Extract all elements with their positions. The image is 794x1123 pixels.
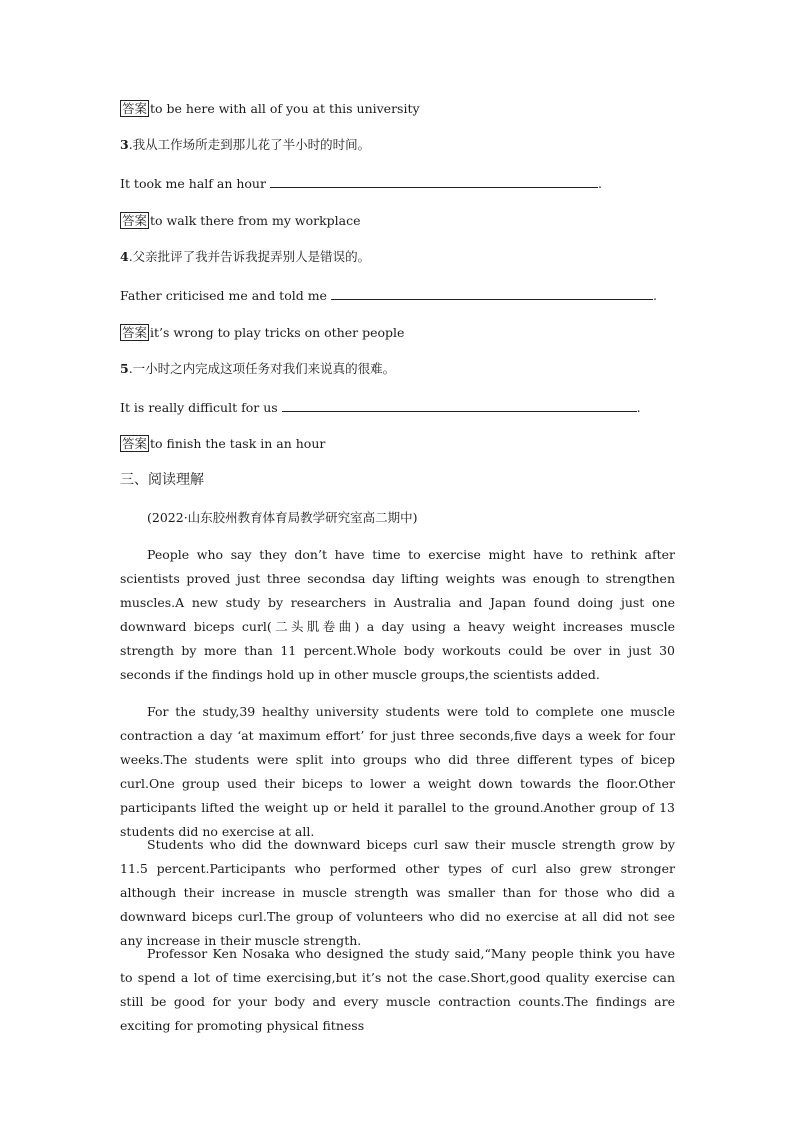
sentence-stem: It took me half an hour — [120, 176, 266, 191]
passage-source: (2022·山东胶州教育体育局教学研究室高二期中) — [147, 510, 418, 525]
question-4-zh — [120, 249, 370, 265]
question-number: 4 — [120, 249, 129, 264]
fill-blank — [270, 175, 598, 188]
question-text: .我从工作场所走到那儿花了半小时的时间。 — [128, 137, 371, 152]
answer-tag: 答案 — [122, 101, 148, 116]
paragraph: Students who did the downward biceps curl saw their muscle strength grow by 11.5 percent.Participants who performed other types of curl also grew stronger although their increase in muscle strength was smaller than for those who did a downward biceps curl.The group of volunteers who did no exercise at all did not see any increase in their muscle strength. — [120, 837, 675, 948]
answer-tag: 答案 — [122, 436, 148, 451]
question-number: 5 — [120, 361, 129, 376]
question-number: 3 — [120, 137, 129, 152]
fill-blank — [331, 287, 653, 300]
question-3-en — [120, 175, 602, 192]
sentence-end: . — [597, 176, 602, 191]
question-3-zh — [120, 137, 370, 153]
answer-text: to be here with all of you at this university — [150, 101, 420, 116]
question-text: .一小时之内完成这项任务对我们来说真的很难。 — [128, 361, 396, 376]
sentence-stem: Father criticised me and told me — [120, 288, 327, 303]
answer-text: it’s wrong to play tricks on other people — [150, 325, 405, 340]
question-5-zh — [120, 361, 395, 377]
question-text: .父亲批评了我并告诉我捉弄别人是错误的。 — [128, 249, 371, 264]
fill-blank — [282, 399, 637, 412]
paragraph: For the study,39 healthy university students were told to complete one muscle contraction a day ‘at maximum effort’ for just three seconds,five days a week for four weeks.The students were split into groups who did three different types of bicep curl.One group used their biceps to lower a weight down towards the floor.Other participants lifted the weight up or held it parallel to the ground.Another group of 13 students did no exercise at all. — [120, 704, 675, 839]
answer-line-3 — [120, 212, 361, 229]
section-heading: 三、阅读理解 — [120, 472, 204, 488]
paragraph: People who say they don’t have time to exercise might have to rethink after scientists proved just three secondsa day lifting weights was enough to strengthen muscles.A new study by researchers in Australia and Japan found doing just one downward biceps curl(二头肌卷曲) a day using a heavy weight increases muscle strength by more than 11 percent.Whole body workouts could be over in just 30 seconds if the findings hold up in other muscle groups,the scientists added. — [120, 547, 675, 682]
answer-tag: 答案 — [122, 213, 148, 228]
answer-line-2 — [120, 100, 420, 117]
answer-text: to walk there from my workplace — [150, 213, 361, 228]
paragraph: Professor Ken Nosaka who designed the study said,“Many people think you have to spend a lot of time exercising,but it’s not the case.Short,good quality exercise can still be good for your body and every muscle contraction counts.The findings are exciting for promoting physical fitness — [120, 946, 675, 1033]
answer-text: to finish the task in an hour — [150, 436, 326, 451]
sentence-stem: It is really difficult for us — [120, 400, 278, 415]
answer-line-4 — [120, 324, 404, 341]
question-4-en — [120, 287, 657, 304]
answer-tag: 答案 — [122, 325, 148, 340]
answer-line-5 — [120, 435, 325, 452]
question-5-en — [120, 399, 641, 416]
sentence-end: . — [652, 288, 657, 303]
sentence-end: . — [636, 400, 641, 415]
